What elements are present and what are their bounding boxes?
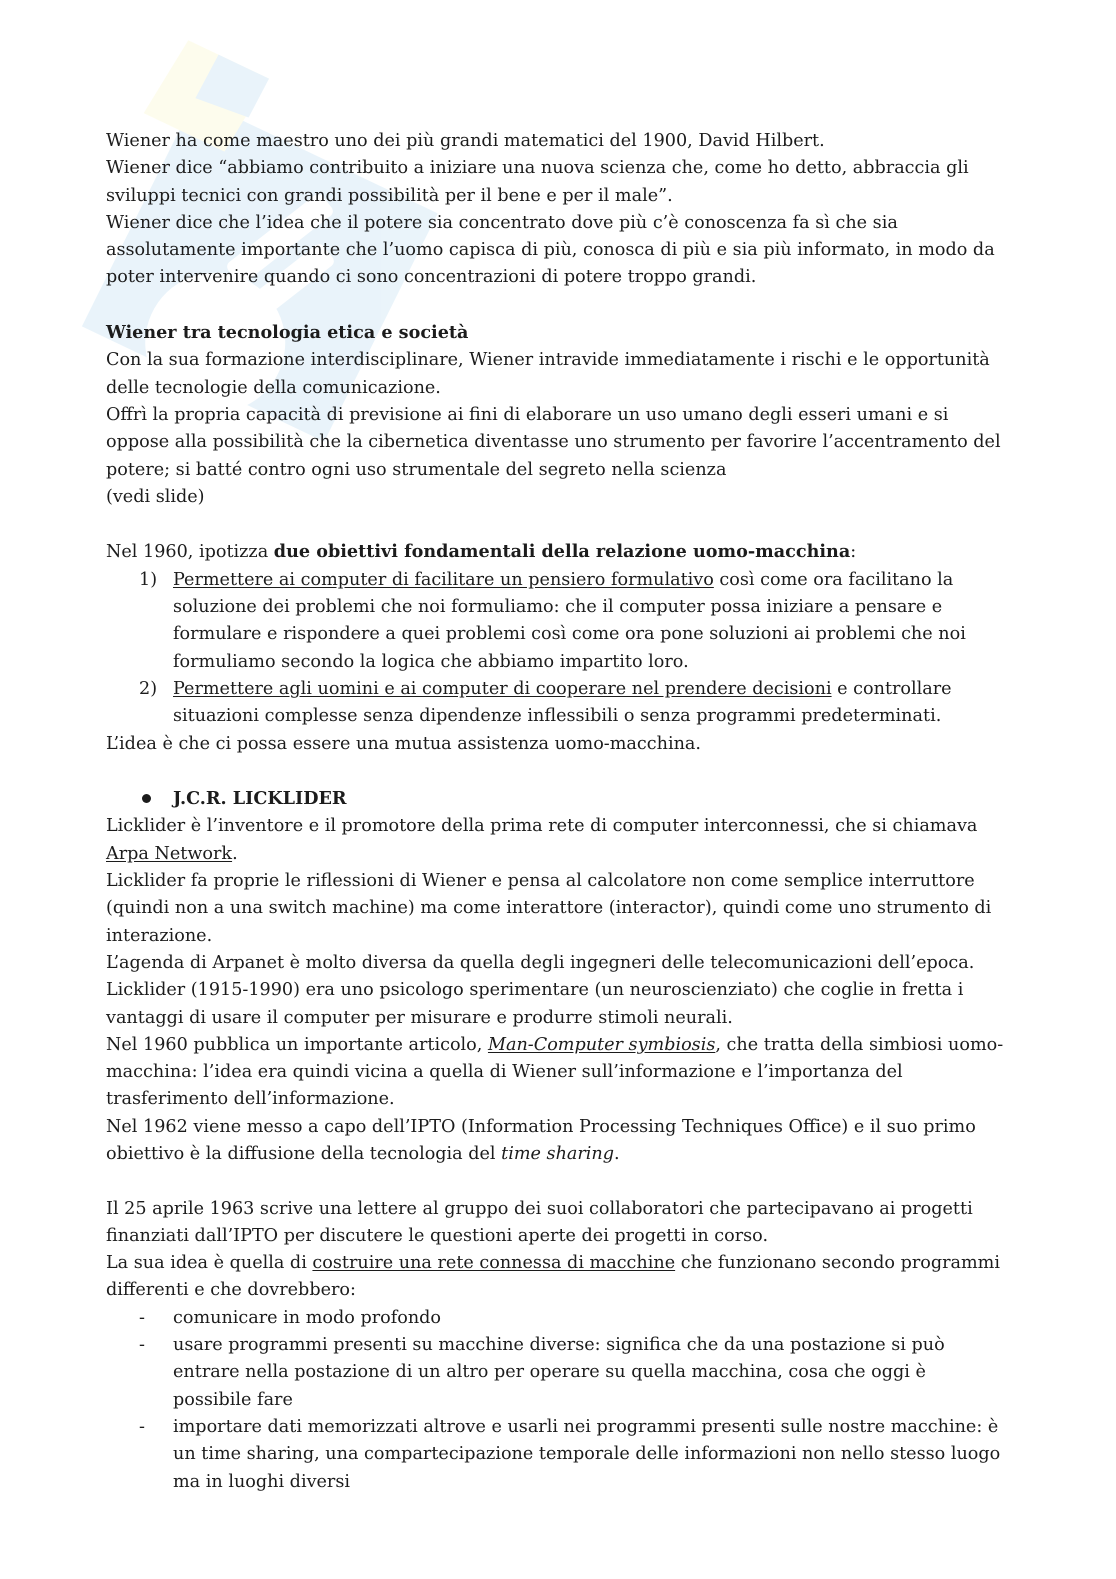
paragraph: Con la sua formazione interdisciplinare, Wiener intravide immediatamente i rischi e le opportunità delle tecnologie della comunicazione. xyxy=(106,350,990,398)
list-item: 2) Permettere agli uomini e ai computer di cooperare nel prendere decisioni e controllare situazioni complesse senza dipendenze inflessibili o senza programmi predeterminati. xyxy=(106,676,1006,731)
article-title: Man-Computer symbiosis xyxy=(487,1034,716,1055)
paragraph: Nel 1960 pubblica un importante articolo, Man-Computer symbiosis, che tratta della simbiosi uomo-macchina: l’idea era quindi vicina a quella di Wiener sull’informazione e l’importanza del trasferimento dell’informazione. xyxy=(106,1034,1004,1110)
list-item: - comunicare in modo profondo xyxy=(106,1305,1006,1332)
dash-bullet-icon: - xyxy=(139,1335,145,1356)
dash-bullet-icon: - xyxy=(139,1307,145,1328)
paragraph: Offrì la propria capacità di previsione ai fini di elaborare un uso umano degli esseri umani e si oppose alla possibilità che la cibernetica diventasse uno strumento per favorire l’accentramento del potere; si batté contro ogni uso strumentale del segreto nella scienza xyxy=(106,404,1001,480)
paragraph: Nel 1962 viene messo a capo dell’IPTO (Information Processing Techniques Office) e il suo primo obiettivo è la diffusione della tecnologia del time sharing. xyxy=(106,1116,976,1164)
dash-bullet-icon: - xyxy=(139,1416,145,1437)
paragraph: Licklider (1915-1990) era uno psicologo sperimentare (un neuroscienziato) che coglie in fretta i vantaggi di usare il computer per misurare e produrre stimoli neurali. xyxy=(106,980,964,1028)
arpa-network-link[interactable]: Arpa Network xyxy=(106,843,233,864)
list-item: 1) Permettere ai computer di facilitare un pensiero formulativo così come ora facilitano la soluzione dei problemi che noi formuliamo: che il computer possa iniziare a pensare e formulare e rispondere a quei problemi così come ora pone soluzioni ai problemi che noi formuliamo secondo la logica che abbiamo impartito loro. xyxy=(106,567,1006,676)
list-number: 2) xyxy=(139,678,158,699)
paragraph: Wiener dice che l’idea che il potere sia concentrato dove più c’è conoscenza fa sì che sia assolutamente importante che l’uomo capisca di più, conosca di più e sia più informato, in modo da poter intervenire quando ci sono concentrazioni di potere troppo grandi. xyxy=(106,212,995,288)
section-heading: Wiener tra tecnologia etica e società xyxy=(106,322,469,344)
list-number: 1) xyxy=(139,569,158,590)
paragraph: La sua idea è quella di costruire una rete connessa di macchine che funzionano secondo programmi differenti e che dovrebbero: xyxy=(106,1253,1000,1301)
paragraph: L’idea è che ci possa essere una mutua assistenza uomo-macchina. xyxy=(106,733,701,754)
list-item: - usare programmi presenti su macchine diverse: significa che da una postazione si può entrare nella postazione di un altro per operare su quella macchina, cosa che oggi è possibile fare xyxy=(106,1332,1006,1414)
list-item: - importare dati memorizzati altrove e usarli nei programmi presenti sulle nostre macchine: è un time sharing, una compartecipazione temporale delle informazioni non nello stesso luogo ma in luoghi diversi xyxy=(106,1414,1006,1496)
paragraph: Nel 1960, ipotizza due obiettivi fondamentali della relazione uomo-macchina: xyxy=(106,541,857,563)
document-page xyxy=(106,128,1006,1496)
bullet-dot-icon xyxy=(142,794,151,803)
paragraph: Wiener dice “abbiamo contribuito a iniziare una nuova scienza che, come ho detto, abbraccia gli sviluppi tecnici con grandi possibilità per il bene e per il male”. xyxy=(106,158,969,206)
paragraph: Licklider è l’inventore e il promotore della prima rete di computer interconnessi, che si chiamava Arpa Network. xyxy=(106,816,978,864)
paragraph: Wiener ha come maestro uno dei più grandi matematici del 1900, David Hilbert. xyxy=(106,131,825,151)
section-heading: J.C.R. LICKLIDER xyxy=(106,785,1006,813)
paragraph: L’agenda di Arpanet è molto diversa da quella degli ingegneri delle telecomunicazioni dell’epoca. xyxy=(106,952,975,973)
paragraph: Il 25 aprile 1963 scrive una lettere al gruppo dei suoi collaboratori che partecipavano ai progetti finanziati dall’IPTO per discutere le questioni aperte dei progetti in corso. xyxy=(106,1198,973,1246)
paragraph: (vedi slide) xyxy=(106,486,205,507)
paragraph: Licklider fa proprie le riflessioni di Wiener e pensa al calcolatore non come semplice interruttore (quindi non a una switch machine) ma come interattore (interactor), quindi come uno strumento di interazione. xyxy=(106,871,992,946)
